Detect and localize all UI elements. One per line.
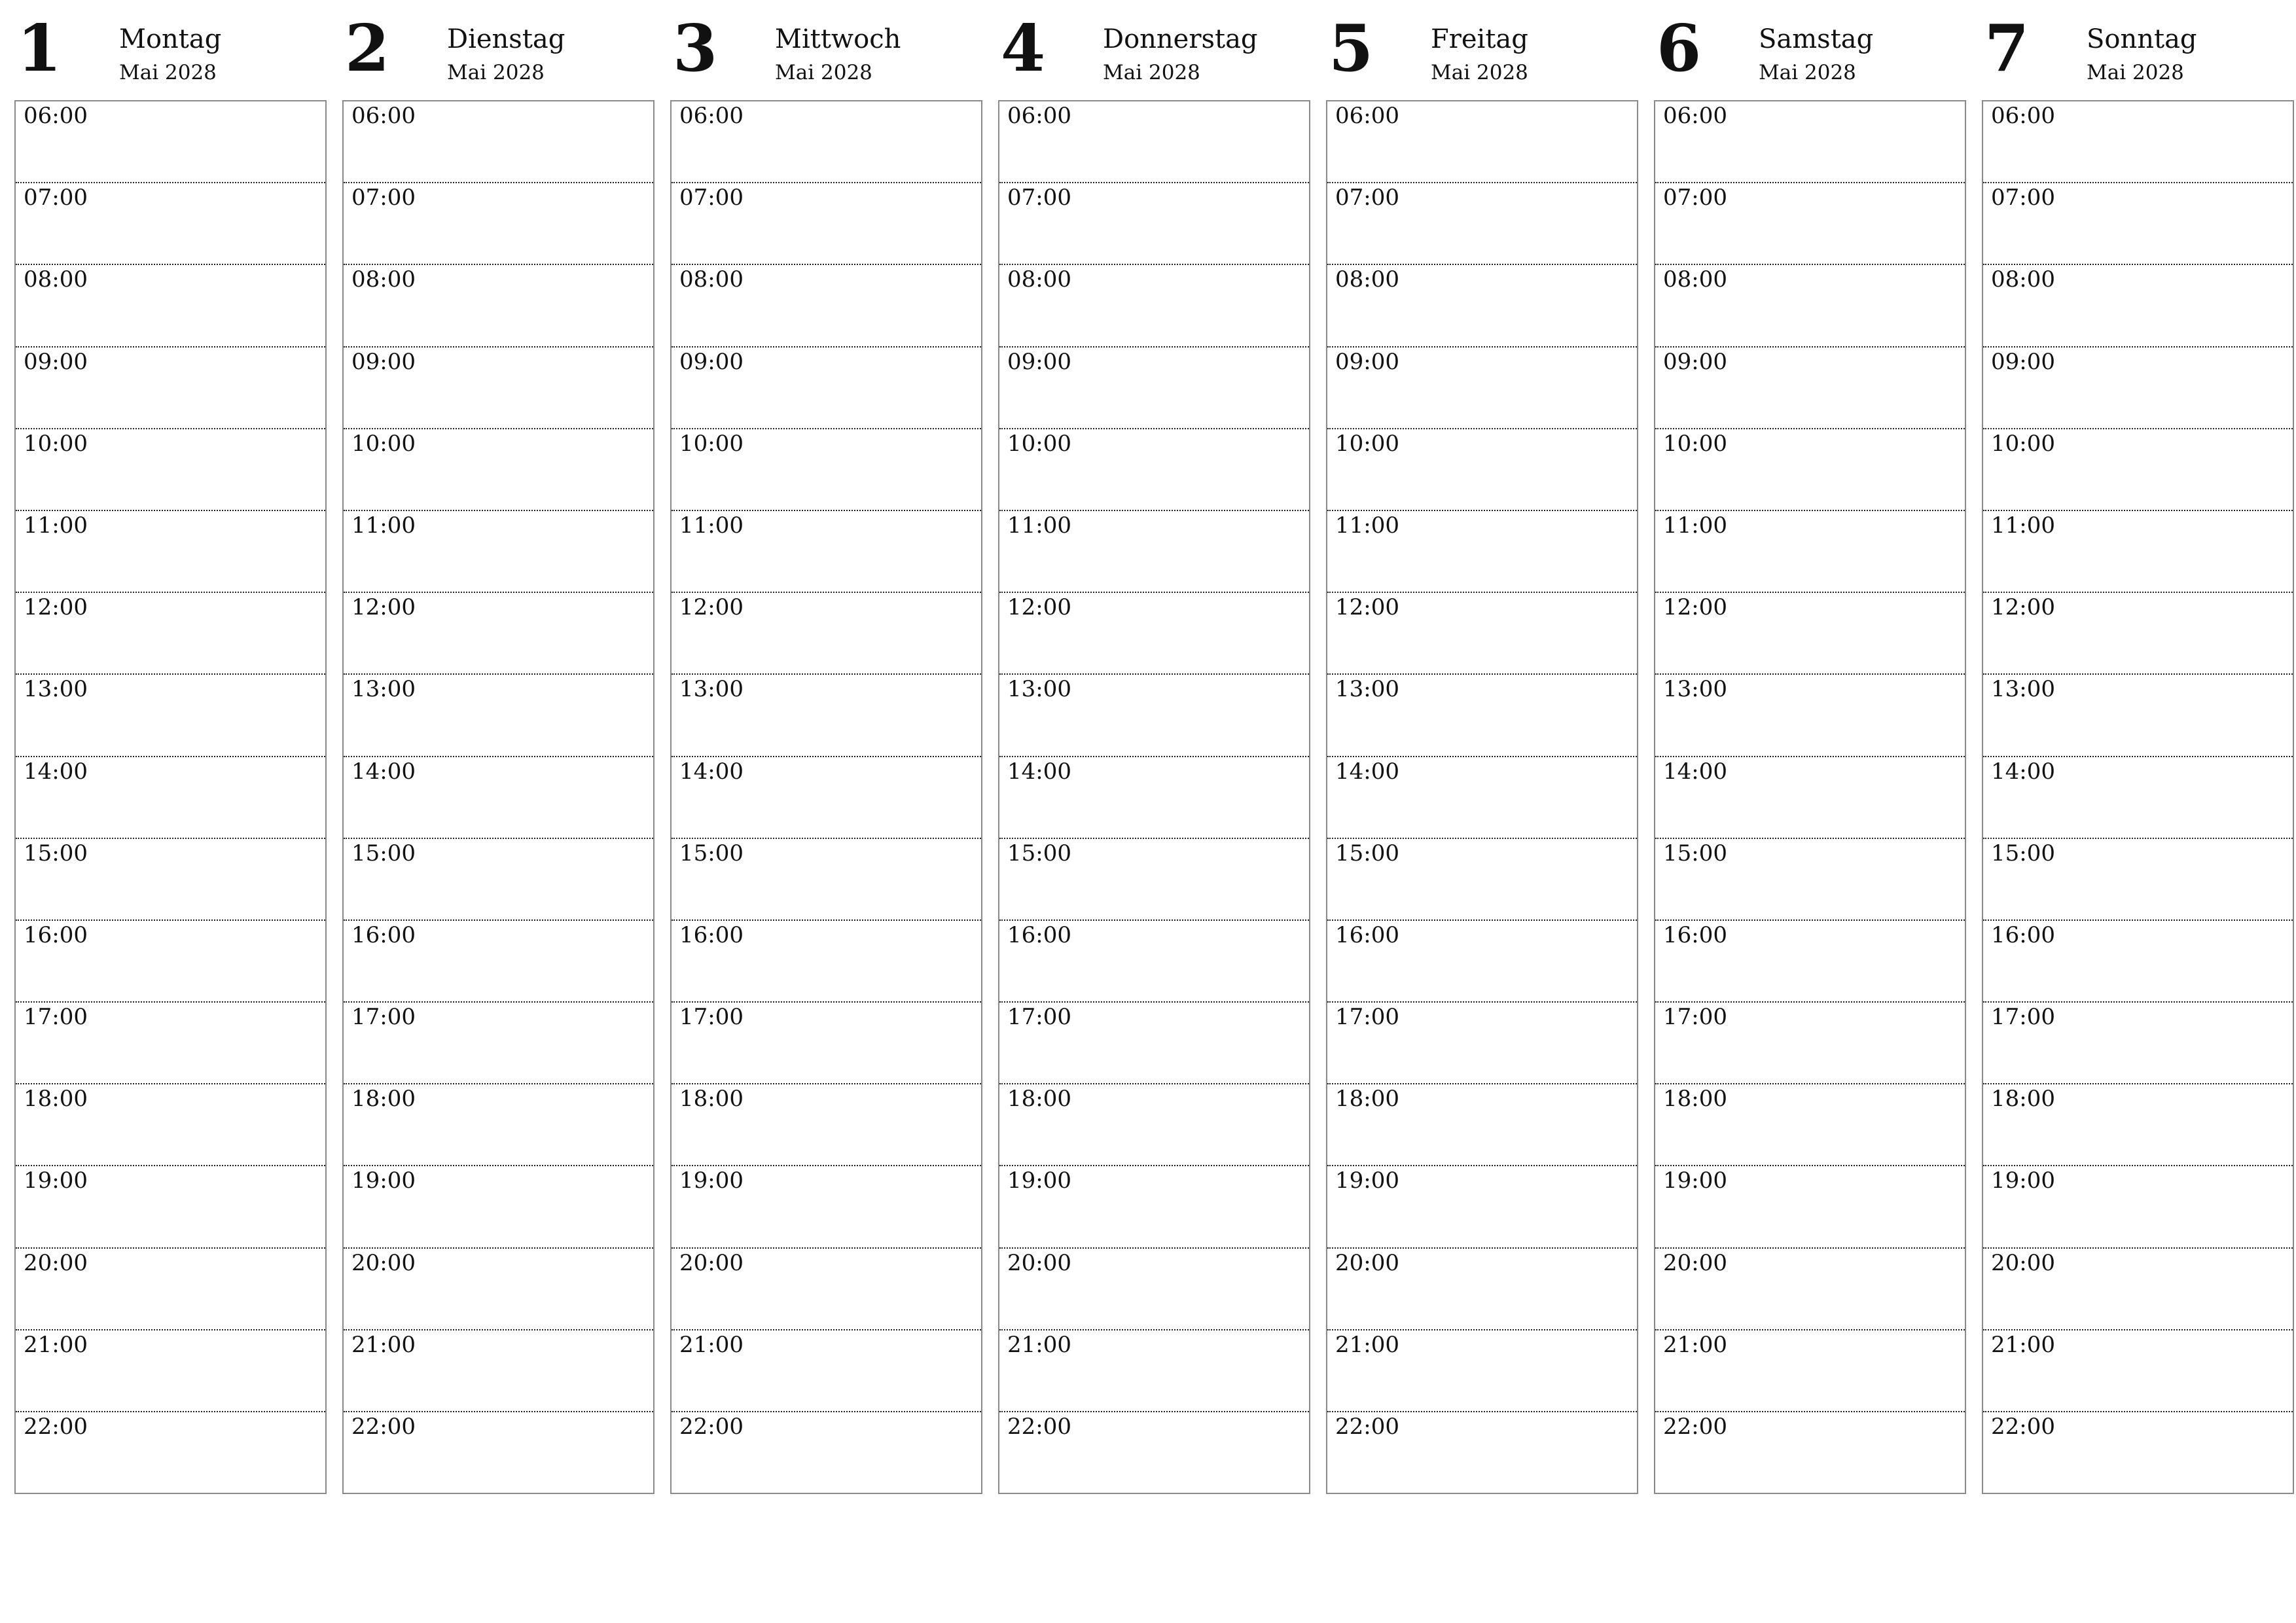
time-slot[interactable] bbox=[1983, 921, 2293, 1003]
time-slot[interactable] bbox=[999, 1084, 1309, 1166]
time-slot[interactable] bbox=[344, 1249, 653, 1330]
time-slot-label: 20:00 bbox=[24, 1249, 88, 1276]
day-header bbox=[342, 0, 657, 100]
time-slot-label: 14:00 bbox=[351, 758, 416, 785]
day-number: 4 bbox=[1001, 11, 1046, 86]
time-slot[interactable] bbox=[999, 429, 1309, 511]
time-slot[interactable] bbox=[672, 1166, 981, 1248]
time-slot[interactable] bbox=[16, 757, 325, 839]
time-slot-label: 12:00 bbox=[351, 594, 416, 621]
time-slot[interactable] bbox=[344, 511, 653, 593]
time-slot[interactable] bbox=[1983, 1003, 2293, 1084]
time-slot[interactable] bbox=[672, 348, 981, 429]
time-slot[interactable] bbox=[344, 1003, 653, 1084]
time-slot[interactable] bbox=[672, 921, 981, 1003]
time-slot[interactable] bbox=[344, 265, 653, 347]
time-slot-label: 17:00 bbox=[1663, 1004, 1727, 1031]
time-slot-label: 09:00 bbox=[1007, 348, 1071, 375]
time-slot-label: 09:00 bbox=[1991, 348, 2055, 375]
time-slot[interactable] bbox=[672, 101, 981, 183]
time-slot[interactable] bbox=[1983, 593, 2293, 675]
time-slot-label: 10:00 bbox=[1007, 430, 1071, 457]
time-slot-label: 15:00 bbox=[1991, 840, 2055, 866]
time-slot[interactable] bbox=[999, 839, 1309, 921]
time-slot-label: 13:00 bbox=[1335, 676, 1399, 703]
time-slot-label: 22:00 bbox=[1663, 1414, 1727, 1440]
day-month: Mai 2028 bbox=[775, 61, 872, 84]
time-slot-label: 11:00 bbox=[1663, 512, 1727, 539]
time-slot[interactable] bbox=[16, 183, 325, 265]
time-slot[interactable] bbox=[672, 757, 981, 839]
time-slot[interactable] bbox=[1327, 675, 1637, 757]
time-slot-label: 06:00 bbox=[1335, 103, 1399, 129]
day-month: Mai 2028 bbox=[1431, 61, 1528, 84]
time-slot-label: 10:00 bbox=[1663, 430, 1727, 457]
time-slot-label: 20:00 bbox=[351, 1249, 416, 1276]
time-slot[interactable] bbox=[672, 1003, 981, 1084]
time-slot-label: 07:00 bbox=[679, 185, 744, 211]
time-slot[interactable] bbox=[999, 675, 1309, 757]
time-slot-label: 11:00 bbox=[1335, 512, 1399, 539]
time-slot[interactable] bbox=[1655, 839, 1965, 921]
time-slot[interactable] bbox=[16, 839, 325, 921]
time-slot-label: 13:00 bbox=[351, 676, 416, 703]
time-slot[interactable] bbox=[672, 1330, 981, 1412]
time-slot[interactable] bbox=[1327, 101, 1637, 183]
time-slot[interactable] bbox=[1327, 921, 1637, 1003]
time-slot[interactable] bbox=[1327, 1249, 1637, 1330]
time-slot-label: 21:00 bbox=[679, 1331, 744, 1358]
time-slot-label: 21:00 bbox=[24, 1331, 88, 1358]
day-number: 5 bbox=[1329, 11, 1374, 86]
time-slot[interactable] bbox=[1655, 1412, 1965, 1494]
day-header bbox=[1982, 0, 2296, 100]
time-slot[interactable] bbox=[999, 1166, 1309, 1248]
time-slot-label: 13:00 bbox=[1007, 676, 1071, 703]
time-slot[interactable] bbox=[16, 921, 325, 1003]
time-slot-label: 09:00 bbox=[351, 348, 416, 375]
time-slot[interactable] bbox=[344, 101, 653, 183]
time-slot[interactable] bbox=[999, 1249, 1309, 1330]
day-column-wednesday bbox=[670, 0, 985, 1505]
time-slot-label: 08:00 bbox=[351, 266, 416, 293]
time-slot[interactable] bbox=[999, 101, 1309, 183]
time-slot-label: 08:00 bbox=[1335, 266, 1399, 293]
time-slot-label: 19:00 bbox=[679, 1168, 744, 1194]
time-slot[interactable] bbox=[16, 1084, 325, 1166]
time-slot[interactable] bbox=[344, 183, 653, 265]
day-month: Mai 2028 bbox=[1103, 61, 1200, 84]
time-slot-label: 08:00 bbox=[679, 266, 744, 293]
time-slot-label: 06:00 bbox=[1991, 103, 2055, 129]
time-slot-label: 08:00 bbox=[24, 266, 88, 293]
time-slot-label: 18:00 bbox=[679, 1086, 744, 1113]
time-slot[interactable] bbox=[1655, 183, 1965, 265]
time-slot-label: 19:00 bbox=[24, 1168, 88, 1194]
time-slot-label: 15:00 bbox=[1663, 840, 1727, 866]
time-slot-label: 20:00 bbox=[1991, 1249, 2055, 1276]
time-slot[interactable] bbox=[1983, 101, 2293, 183]
time-slot[interactable] bbox=[16, 675, 325, 757]
day-column-tuesday bbox=[342, 0, 657, 1505]
day-name: Freitag bbox=[1431, 24, 1528, 54]
time-slot-label: 20:00 bbox=[679, 1249, 744, 1276]
time-slot[interactable] bbox=[999, 1330, 1309, 1412]
time-slot-label: 17:00 bbox=[679, 1004, 744, 1031]
time-slot-label: 16:00 bbox=[351, 921, 416, 948]
time-slot-label: 22:00 bbox=[351, 1414, 416, 1440]
time-slot[interactable] bbox=[1327, 839, 1637, 921]
time-slot[interactable] bbox=[999, 265, 1309, 347]
day-name: Montag bbox=[119, 24, 222, 54]
time-slot[interactable] bbox=[344, 839, 653, 921]
time-slot[interactable] bbox=[999, 1412, 1309, 1494]
day-number: 2 bbox=[345, 11, 390, 86]
time-slot-label: 08:00 bbox=[1991, 266, 2055, 293]
time-slot-label: 17:00 bbox=[1007, 1004, 1071, 1031]
time-slot-label: 19:00 bbox=[1007, 1168, 1071, 1194]
time-slot[interactable] bbox=[1327, 593, 1637, 675]
day-number: 1 bbox=[17, 11, 62, 86]
time-slot[interactable] bbox=[16, 1330, 325, 1412]
time-slot[interactable] bbox=[1983, 511, 2293, 593]
time-slot[interactable] bbox=[1655, 265, 1965, 347]
time-slot-label: 14:00 bbox=[1991, 758, 2055, 785]
time-slot[interactable] bbox=[16, 429, 325, 511]
time-slot-label: 12:00 bbox=[24, 594, 88, 621]
day-month: Mai 2028 bbox=[119, 61, 217, 84]
time-slot[interactable] bbox=[672, 1412, 981, 1494]
time-slot[interactable] bbox=[672, 1249, 981, 1330]
time-slot-label: 09:00 bbox=[1335, 348, 1399, 375]
time-slot[interactable] bbox=[344, 1166, 653, 1248]
time-slot[interactable] bbox=[16, 1249, 325, 1330]
time-slot-label: 10:00 bbox=[1991, 430, 2055, 457]
time-slot-label: 15:00 bbox=[351, 840, 416, 866]
time-slot[interactable] bbox=[1655, 348, 1965, 429]
time-slot-label: 18:00 bbox=[1335, 1086, 1399, 1113]
time-slot-label: 11:00 bbox=[351, 512, 416, 539]
time-slot[interactable] bbox=[672, 511, 981, 593]
time-slot-label: 07:00 bbox=[1663, 185, 1727, 211]
time-slot-label: 19:00 bbox=[1335, 1168, 1399, 1194]
time-slot-label: 18:00 bbox=[1991, 1086, 2055, 1113]
time-slot-label: 07:00 bbox=[1335, 185, 1399, 211]
time-slot[interactable] bbox=[16, 593, 325, 675]
time-slot-label: 21:00 bbox=[1991, 1331, 2055, 1358]
time-slot-label: 15:00 bbox=[24, 840, 88, 866]
time-slot-label: 19:00 bbox=[1991, 1168, 2055, 1194]
time-slot-label: 20:00 bbox=[1335, 1249, 1399, 1276]
time-slot-label: 12:00 bbox=[1335, 594, 1399, 621]
day-header bbox=[1654, 0, 1969, 100]
time-slot-label: 10:00 bbox=[679, 430, 744, 457]
day-name: Mittwoch bbox=[775, 24, 901, 54]
time-slot[interactable] bbox=[1983, 757, 2293, 839]
time-slot[interactable] bbox=[1655, 757, 1965, 839]
time-slot-label: 17:00 bbox=[1335, 1004, 1399, 1031]
time-slot-label: 07:00 bbox=[24, 185, 88, 211]
time-slot[interactable] bbox=[344, 675, 653, 757]
time-slot[interactable] bbox=[1983, 183, 2293, 265]
time-slot[interactable] bbox=[1983, 265, 2293, 347]
time-slot-label: 14:00 bbox=[24, 758, 88, 785]
time-slot-label: 16:00 bbox=[1335, 921, 1399, 948]
time-slot-label: 13:00 bbox=[24, 676, 88, 703]
time-slot-label: 16:00 bbox=[24, 921, 88, 948]
day-header bbox=[670, 0, 985, 100]
time-slot[interactable] bbox=[1655, 921, 1965, 1003]
time-slot-label: 06:00 bbox=[351, 103, 416, 129]
day-column-friday bbox=[1326, 0, 1641, 1505]
time-slot[interactable] bbox=[1327, 348, 1637, 429]
time-slot[interactable] bbox=[344, 1084, 653, 1166]
time-slot[interactable] bbox=[1655, 429, 1965, 511]
time-slot[interactable] bbox=[1327, 1166, 1637, 1248]
day-schedule-box bbox=[342, 100, 655, 1494]
time-slot-label: 16:00 bbox=[1663, 921, 1727, 948]
day-name: Sonntag bbox=[2087, 24, 2197, 54]
time-slot-label: 16:00 bbox=[1991, 921, 2055, 948]
time-slot[interactable] bbox=[672, 429, 981, 511]
time-slot-label: 11:00 bbox=[1991, 512, 2055, 539]
time-slot[interactable] bbox=[672, 839, 981, 921]
day-column-thursday bbox=[998, 0, 1313, 1505]
time-slot-label: 12:00 bbox=[679, 594, 744, 621]
time-slot-label: 21:00 bbox=[1663, 1331, 1727, 1358]
time-slot-label: 22:00 bbox=[24, 1414, 88, 1440]
day-name: Dienstag bbox=[447, 24, 565, 54]
time-slot-label: 17:00 bbox=[24, 1004, 88, 1031]
time-slot[interactable] bbox=[999, 183, 1309, 265]
time-slot[interactable] bbox=[1983, 1412, 2293, 1494]
day-schedule-box bbox=[1326, 100, 1638, 1494]
day-header bbox=[998, 0, 1313, 100]
time-slot[interactable] bbox=[344, 921, 653, 1003]
time-slot[interactable] bbox=[999, 1003, 1309, 1084]
time-slot-label: 10:00 bbox=[24, 430, 88, 457]
time-slot[interactable] bbox=[16, 1412, 325, 1494]
day-header bbox=[14, 0, 329, 100]
time-slot-label: 22:00 bbox=[1991, 1414, 2055, 1440]
time-slot-label: 16:00 bbox=[679, 921, 744, 948]
time-slot[interactable] bbox=[1655, 101, 1965, 183]
time-slot-label: 13:00 bbox=[679, 676, 744, 703]
time-slot-label: 14:00 bbox=[1335, 758, 1399, 785]
time-slot-label: 21:00 bbox=[1007, 1331, 1071, 1358]
time-slot[interactable] bbox=[344, 757, 653, 839]
time-slot-label: 21:00 bbox=[351, 1331, 416, 1358]
day-month: Mai 2028 bbox=[2087, 61, 2184, 84]
time-slot-label: 10:00 bbox=[351, 430, 416, 457]
time-slot-label: 09:00 bbox=[24, 348, 88, 375]
time-slot[interactable] bbox=[672, 265, 981, 347]
time-slot-label: 12:00 bbox=[1007, 594, 1071, 621]
time-slot-label: 22:00 bbox=[679, 1414, 744, 1440]
day-schedule-box bbox=[14, 100, 327, 1494]
time-slot[interactable] bbox=[672, 183, 981, 265]
day-schedule-box bbox=[670, 100, 982, 1494]
time-slot-label: 18:00 bbox=[351, 1086, 416, 1113]
time-slot[interactable] bbox=[672, 675, 981, 757]
day-schedule-box bbox=[1654, 100, 1966, 1494]
time-slot[interactable] bbox=[16, 265, 325, 347]
time-slot-label: 18:00 bbox=[1663, 1086, 1727, 1113]
day-month: Mai 2028 bbox=[447, 61, 545, 84]
time-slot-label: 13:00 bbox=[1663, 676, 1727, 703]
time-slot[interactable] bbox=[1327, 1412, 1637, 1494]
time-slot[interactable] bbox=[1655, 511, 1965, 593]
time-slot[interactable] bbox=[1983, 1249, 2293, 1330]
time-slot-label: 14:00 bbox=[1663, 758, 1727, 785]
time-slot[interactable] bbox=[999, 921, 1309, 1003]
time-slot-label: 12:00 bbox=[1663, 594, 1727, 621]
time-slot[interactable] bbox=[344, 1412, 653, 1494]
time-slot-label: 09:00 bbox=[1663, 348, 1727, 375]
time-slot[interactable] bbox=[1655, 1166, 1965, 1248]
time-slot-label: 12:00 bbox=[1991, 594, 2055, 621]
time-slot-label: 07:00 bbox=[1007, 185, 1071, 211]
time-slot[interactable] bbox=[1327, 265, 1637, 347]
time-slot-label: 08:00 bbox=[1007, 266, 1071, 293]
time-slot[interactable] bbox=[1655, 1003, 1965, 1084]
time-slot-label: 21:00 bbox=[1335, 1331, 1399, 1358]
day-number: 6 bbox=[1657, 11, 1702, 86]
time-slot-label: 09:00 bbox=[679, 348, 744, 375]
time-slot[interactable] bbox=[1327, 429, 1637, 511]
time-slot[interactable] bbox=[344, 429, 653, 511]
time-slot[interactable] bbox=[999, 511, 1309, 593]
time-slot[interactable] bbox=[1655, 1249, 1965, 1330]
time-slot-label: 06:00 bbox=[679, 103, 744, 129]
time-slot-label: 14:00 bbox=[679, 758, 744, 785]
day-month: Mai 2028 bbox=[1759, 61, 1856, 84]
time-slot[interactable] bbox=[672, 593, 981, 675]
time-slot[interactable] bbox=[1983, 1166, 2293, 1248]
time-slot[interactable] bbox=[1655, 1330, 1965, 1412]
day-schedule-box bbox=[1982, 100, 2294, 1494]
time-slot-label: 15:00 bbox=[679, 840, 744, 866]
day-schedule-box bbox=[998, 100, 1310, 1494]
time-slot[interactable] bbox=[16, 348, 325, 429]
time-slot-label: 13:00 bbox=[1991, 676, 2055, 703]
time-slot-label: 11:00 bbox=[679, 512, 744, 539]
time-slot-label: 06:00 bbox=[24, 103, 88, 129]
time-slot-label: 18:00 bbox=[1007, 1086, 1071, 1113]
time-slot[interactable] bbox=[344, 593, 653, 675]
time-slot[interactable] bbox=[1655, 593, 1965, 675]
time-slot-label: 10:00 bbox=[1335, 430, 1399, 457]
time-slot-label: 17:00 bbox=[1991, 1004, 2055, 1031]
day-name: Donnerstag bbox=[1103, 24, 1258, 54]
time-slot-label: 14:00 bbox=[1007, 758, 1071, 785]
time-slot-label: 17:00 bbox=[351, 1004, 416, 1031]
day-column-saturday bbox=[1654, 0, 1969, 1505]
time-slot[interactable] bbox=[16, 1166, 325, 1248]
day-number: 7 bbox=[1984, 11, 2030, 86]
time-slot[interactable] bbox=[1327, 183, 1637, 265]
time-slot[interactable] bbox=[1983, 839, 2293, 921]
time-slot[interactable] bbox=[344, 348, 653, 429]
day-header bbox=[1326, 0, 1641, 100]
time-slot-label: 08:00 bbox=[1663, 266, 1727, 293]
time-slot-label: 11:00 bbox=[24, 512, 88, 539]
time-slot-label: 20:00 bbox=[1007, 1249, 1071, 1276]
time-slot-label: 06:00 bbox=[1007, 103, 1071, 129]
time-slot[interactable] bbox=[1983, 1084, 2293, 1166]
time-slot-label: 16:00 bbox=[1007, 921, 1071, 948]
time-slot-label: 18:00 bbox=[24, 1086, 88, 1113]
time-slot[interactable] bbox=[16, 101, 325, 183]
time-slot[interactable] bbox=[1655, 1084, 1965, 1166]
time-slot-label: 06:00 bbox=[1663, 103, 1727, 129]
time-slot[interactable] bbox=[1655, 675, 1965, 757]
time-slot-label: 07:00 bbox=[1991, 185, 2055, 211]
day-number: 3 bbox=[673, 11, 718, 86]
time-slot-label: 19:00 bbox=[351, 1168, 416, 1194]
time-slot-label: 20:00 bbox=[1663, 1249, 1727, 1276]
day-column-monday bbox=[14, 0, 329, 1505]
time-slot[interactable] bbox=[999, 757, 1309, 839]
time-slot[interactable] bbox=[999, 348, 1309, 429]
time-slot[interactable] bbox=[1327, 511, 1637, 593]
time-slot[interactable] bbox=[1327, 1084, 1637, 1166]
time-slot[interactable] bbox=[344, 1330, 653, 1412]
time-slot[interactable] bbox=[1327, 757, 1637, 839]
time-slot[interactable] bbox=[1327, 1003, 1637, 1084]
time-slot[interactable] bbox=[1983, 1330, 2293, 1412]
time-slot[interactable] bbox=[1983, 429, 2293, 511]
weekly-planner bbox=[14, 0, 2292, 1505]
day-name: Samstag bbox=[1759, 24, 1874, 54]
time-slot[interactable] bbox=[999, 593, 1309, 675]
time-slot[interactable] bbox=[1983, 675, 2293, 757]
time-slot-label: 15:00 bbox=[1335, 840, 1399, 866]
time-slot-label: 11:00 bbox=[1007, 512, 1071, 539]
time-slot[interactable] bbox=[1327, 1330, 1637, 1412]
time-slot[interactable] bbox=[672, 1084, 981, 1166]
time-slot-label: 15:00 bbox=[1007, 840, 1071, 866]
time-slot-label: 19:00 bbox=[1663, 1168, 1727, 1194]
time-slot[interactable] bbox=[1983, 348, 2293, 429]
time-slot-label: 07:00 bbox=[351, 185, 416, 211]
time-slot[interactable] bbox=[16, 1003, 325, 1084]
time-slot[interactable] bbox=[16, 511, 325, 593]
time-slot-label: 22:00 bbox=[1335, 1414, 1399, 1440]
day-column-sunday bbox=[1982, 0, 2296, 1505]
time-slot-label: 22:00 bbox=[1007, 1414, 1071, 1440]
